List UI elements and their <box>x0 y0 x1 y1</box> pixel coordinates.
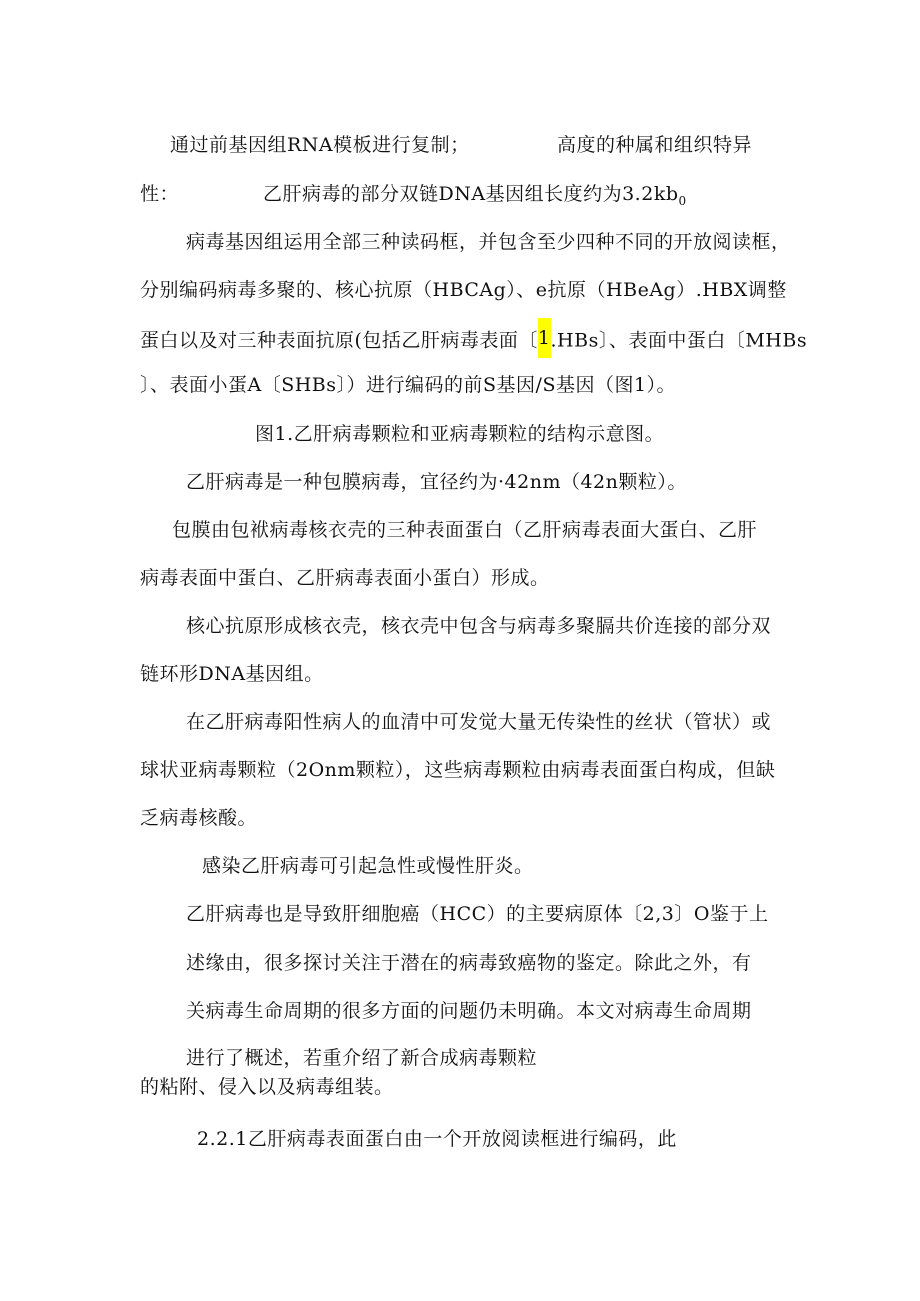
p1-line2-b: 乙肝病毒的部分双链DNA基因组长度约为3.2kb <box>263 183 679 205</box>
p2-line3-a: 蛋白以及对三种表面抗原(包括乙肝病毒表面〔 <box>140 329 538 352</box>
p6-line3: 乏病毒核酸。 <box>140 807 258 829</box>
p1-line2-subscript: 0 <box>678 193 687 208</box>
p3-text: 乙肝病毒是一种包膜病毒，宜径约为·42nm（42n颗粒）。 <box>186 471 687 493</box>
p9-text: 2.2.1乙肝病毒表面蛋白由一个开放阅读框进行编码，此 <box>197 1128 677 1150</box>
p6-line1: 在乙肝病毒阳性病人的血清中可发觉大量无传染性的丝状（管状）或 <box>186 711 772 733</box>
p8-line5: 的粘附、侵入以及病毒组装。 <box>140 1076 394 1098</box>
p6-line2: 球状亚病毒颗粒（2Onm颗粒），这些病毒颗粒由病毒表面蛋白构成，但缺 <box>140 759 776 781</box>
p5-line2: 链环形DNA基因组。 <box>140 663 324 685</box>
p1-right-text: 高度的种属和组织特异 <box>557 134 753 156</box>
figure-caption: 图1.乙肝病毒颗粒和亚病毒颗粒的结构示意图。 <box>255 423 665 445</box>
p2-line4: 〕、表面小蛋A〔SHBs〕）进行编码的前S基因/S基因（图1）。 <box>140 374 677 396</box>
p4-line2: 病毒表面中蛋白、乙肝病毒表面小蛋白）形成。 <box>140 567 550 589</box>
highlighted-text: 1 <box>538 318 551 358</box>
p1-line2-a: 性： <box>140 183 180 205</box>
p2-line1: 病毒基因组运用全部三种读码框，并包含至少四种不同的开放阅读框， <box>186 231 791 253</box>
p1-line2 <box>140 181 687 207</box>
p8-line1: 乙肝病毒也是导致肝细胞癌（HCC）的主要病原体〔2,3〕O鉴于上 <box>186 903 769 925</box>
p2-line2: 分别编码病毒多聚的、核心抗原（HBCAg）、e抗原（HBeAg）.HBX调整 <box>140 279 787 301</box>
p4-line1: 包膜由包袱病毒核衣壳的三种表面蛋白（乙肝病毒表面大蛋白、乙肝 <box>172 519 758 541</box>
p2-line3-b: .HBs〕、表面中蛋白〔MHBs <box>550 329 808 352</box>
p8-line2: 述缘由，很多探讨关注于潜在的病毒致癌物的鉴定。除此之外，有 <box>186 952 752 974</box>
p2-line3 <box>140 325 807 358</box>
p8-line3: 关病毒生命周期的很多方面的问题仍未明确。本文对病毒生命周期 <box>186 1000 752 1022</box>
p8-line4: 进行了概述，若重介绍了新合成病毒颗粒 <box>186 1047 538 1069</box>
p5-line1: 核心抗原形成核衣壳，核衣壳中包含与病毒多聚膈共价连接的部分双 <box>186 615 772 637</box>
p7-text: 感染乙肝病毒可引起急性或慢性肝炎。 <box>202 855 534 877</box>
p1-left-text: 通过前基因组RNA模板进行复制； <box>170 134 470 156</box>
